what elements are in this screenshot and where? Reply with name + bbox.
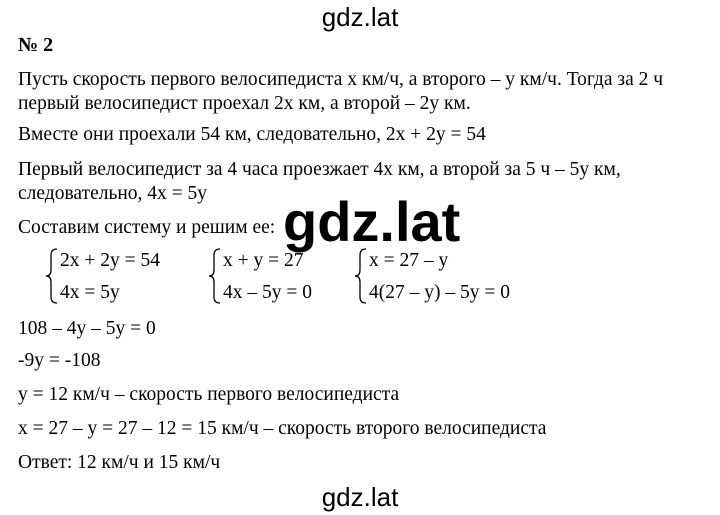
system-2-equation-1: x + y = 27: [223, 250, 304, 271]
system-1-equation-1: 2x + 2y = 54: [60, 250, 160, 271]
text-line-4: Первый велосипедист за 4 часа проезжает 4x км, а второй за 5 ч – 5y км,: [18, 159, 621, 180]
task-number: № 2: [18, 34, 54, 56]
text-line-6: Составим систему и решим ее:: [18, 217, 276, 238]
system-1-equation-2: 4x = 5y: [60, 282, 120, 303]
brace-icon: [46, 248, 58, 304]
solution-line-4: x = 27 – y = 27 – 12 = 15 км/ч – скорость второго велосипедиста: [18, 418, 547, 439]
brace-icon: [209, 248, 221, 304]
system-3-equation-2: 4(27 – y) – 5y = 0: [369, 282, 510, 303]
text-line-1: Пусть скорость первого велосипедиста x км/ч, а второго – y км/ч. Тогда за 2 ч: [18, 69, 664, 90]
answer-line: Ответ: 12 км/ч и 15 км/ч: [18, 452, 221, 473]
solution-line-1: 108 – 4y – 5y = 0: [18, 318, 156, 339]
solution-line-2: -9y = -108: [18, 350, 101, 371]
system-2-equation-2: 4x – 5y = 0: [223, 282, 312, 303]
system-3-equation-1: x = 27 – y: [369, 250, 449, 271]
watermark-center: gdz.lat: [283, 190, 461, 253]
text-line-2: первый велосипедист проехал 2x км, а второй – 2y км.: [18, 93, 471, 114]
watermark-top: gdz.lat: [321, 2, 399, 32]
solution-line-3: y = 12 км/ч – скорость первого велосипедиста: [18, 384, 400, 405]
text-line-5: следовательно, 4x = 5y: [18, 183, 208, 204]
brace-icon: [355, 248, 367, 304]
text-line-3: Вместе они проехали 54 км, следовательно, 2x + 2y = 54: [18, 124, 486, 145]
watermark-bottom: gdz.lat: [321, 482, 399, 512]
